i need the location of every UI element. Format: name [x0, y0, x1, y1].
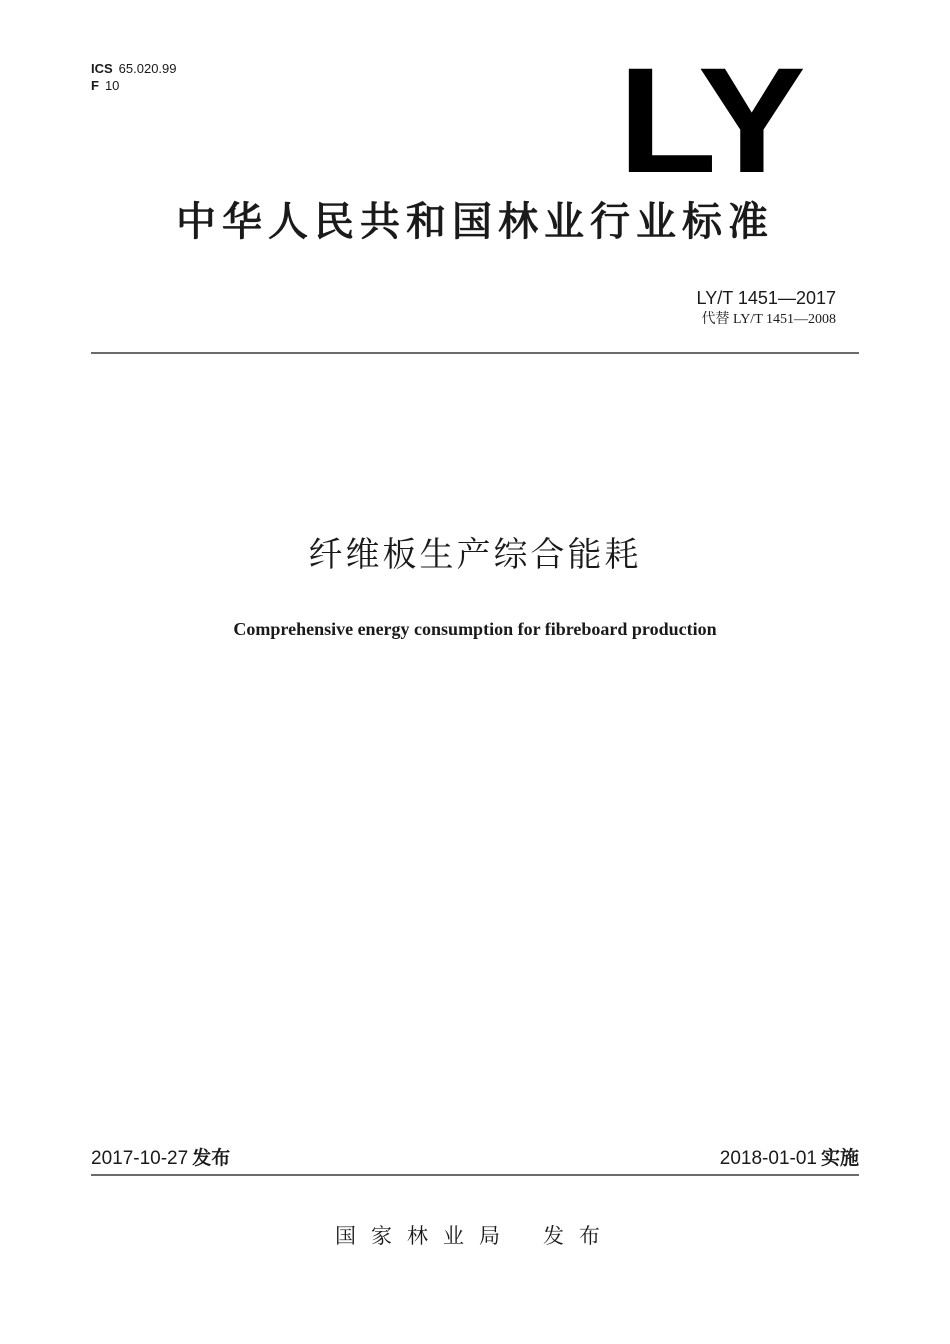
standard-logo: LY — [618, 36, 802, 204]
issue-label: 发布 — [192, 1147, 231, 1169]
ics-label: ICS — [91, 61, 113, 76]
implementation-date-line — [720, 1145, 859, 1172]
replaces-standard: 代替 LY/T 1451—2008 — [701, 312, 836, 327]
document-title-chinese: 纤维板生产综合能耗 — [308, 535, 642, 575]
footer-divider — [91, 1174, 859, 1176]
issuing-authority: 国家林业局 — [335, 1224, 515, 1248]
implementation-date: 2018-01-01 — [719, 1148, 817, 1169]
issuing-action: 发布 — [543, 1224, 615, 1248]
ics-line — [91, 60, 177, 77]
header-divider — [91, 352, 859, 354]
ccs-label: F — [91, 78, 99, 93]
document-title-english: Comprehensive energy consumption for fibreboard production — [233, 619, 717, 639]
standard-category-title: 中华人民共和国林业行业标准 — [176, 199, 774, 245]
ccs-code: 10 — [104, 78, 120, 93]
standard-number: LY/T 1451—2017 — [696, 288, 836, 308]
issue-date: 2017-10-27 — [91, 1148, 189, 1169]
publisher-line — [0, 1221, 950, 1251]
implementation-label: 实施 — [820, 1147, 859, 1169]
issue-date-line — [91, 1145, 230, 1172]
ccs-line — [91, 77, 177, 94]
ics-code: 65.020.99 — [118, 61, 177, 76]
classification-codes — [91, 60, 177, 94]
